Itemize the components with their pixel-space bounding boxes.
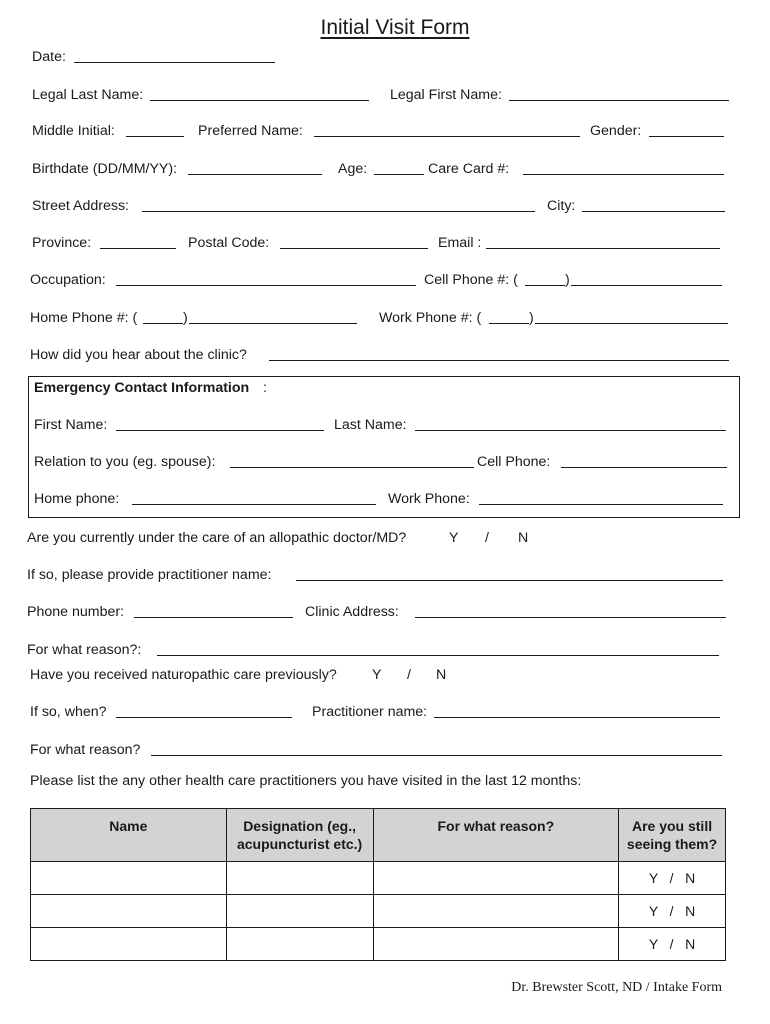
gender-field[interactable] [649, 120, 724, 137]
reason-cell[interactable] [373, 895, 619, 928]
city-field[interactable] [582, 195, 725, 212]
emergency-cell-phone-field[interactable] [561, 451, 727, 468]
nd-reason-field[interactable] [151, 739, 722, 756]
legal-last-name-label: Legal Last Name: [32, 87, 144, 103]
naturopathic-slash: / [407, 667, 411, 683]
naturopathic-no-option[interactable]: N [436, 667, 447, 683]
md-no-option[interactable]: N [518, 530, 529, 546]
designation-cell[interactable] [226, 928, 373, 961]
emergency-work-phone-field[interactable] [479, 488, 723, 505]
home-phone-number-field[interactable] [189, 307, 357, 324]
work-phone-paren: ) [529, 310, 534, 326]
postal-code-field[interactable] [280, 232, 428, 249]
col-header-still-seeing: Are you still seeing them? [619, 809, 726, 862]
work-phone-area-code-field[interactable] [489, 307, 529, 324]
emergency-cell-phone-label: Cell Phone: [477, 454, 551, 470]
home-phone-area-code-field[interactable] [143, 307, 183, 324]
name-cell[interactable] [31, 862, 227, 895]
still-seeing-cell[interactable]: Y / N [619, 928, 726, 961]
naturopathic-question-label: Have you received naturopathic care previously? [30, 667, 337, 683]
designation-cell[interactable] [226, 862, 373, 895]
birthdate-field[interactable] [188, 158, 322, 175]
md-practitioner-name-label: If so, please provide practitioner name: [27, 567, 272, 583]
if-so-when-field[interactable] [116, 701, 292, 718]
email-field[interactable] [486, 232, 720, 249]
hear-about-label: How did you hear about the clinic? [30, 347, 247, 363]
emergency-heading: Emergency Contact Information [34, 380, 250, 396]
nd-practitioner-name-field[interactable] [434, 701, 720, 718]
md-practitioner-name-field[interactable] [296, 564, 723, 581]
emergency-first-name-field[interactable] [116, 414, 324, 431]
col-header-designation: Designation (eg., acupuncturist etc.) [226, 809, 373, 862]
emergency-relation-label: Relation to you (eg. spouse): [34, 454, 216, 470]
care-card-field[interactable] [523, 158, 724, 175]
md-reason-field[interactable] [157, 639, 719, 656]
md-reason-label: For what reason?: [27, 642, 142, 658]
legal-last-name-field[interactable] [150, 84, 369, 101]
city-label: City: [547, 198, 576, 214]
care-card-label: Care Card #: [428, 161, 510, 177]
name-cell[interactable] [31, 928, 227, 961]
md-yes-option[interactable]: Y [449, 530, 459, 546]
date-field[interactable] [74, 46, 275, 63]
date-label: Date: [32, 49, 66, 65]
province-field[interactable] [100, 232, 176, 249]
name-cell[interactable] [31, 895, 227, 928]
cell-phone-label: Cell Phone #: ( [424, 272, 518, 288]
nd-practitioner-name-label: Practitioner name: [312, 704, 428, 720]
emergency-home-phone-label: Home phone: [34, 491, 120, 507]
emergency-heading-colon: : [263, 380, 267, 396]
table-row [31, 895, 726, 928]
if-so-when-label: If so, when? [30, 704, 107, 720]
middle-initial-label: Middle Initial: [32, 123, 115, 139]
md-phone-number-label: Phone number: [27, 604, 125, 620]
age-field[interactable] [374, 158, 424, 175]
province-label: Province: [32, 235, 92, 251]
emergency-relation-field[interactable] [230, 451, 474, 468]
designation-cell[interactable] [226, 895, 373, 928]
form-title: Initial Visit Form [320, 16, 470, 39]
nd-reason-label: For what reason? [30, 742, 141, 758]
postal-code-label: Postal Code: [188, 235, 270, 251]
table-header-row [31, 809, 726, 862]
age-label: Age: [338, 161, 368, 177]
occupation-label: Occupation: [30, 272, 106, 288]
clinic-address-field[interactable] [415, 601, 726, 618]
preferred-name-label: Preferred Name: [198, 123, 303, 139]
cell-phone-area-code-field[interactable] [525, 269, 565, 286]
email-label: Email : [438, 235, 482, 251]
hear-about-field[interactable] [269, 344, 729, 361]
naturopathic-yes-option[interactable]: Y [372, 667, 382, 683]
home-phone-label: Home Phone #: ( [30, 310, 138, 326]
still-seeing-cell[interactable]: Y / N [619, 895, 726, 928]
table-row [31, 862, 726, 895]
cell-phone-paren: ) [565, 272, 570, 288]
md-question-label: Are you currently under the care of an allopathic doctor/MD? [27, 530, 407, 546]
street-address-field[interactable] [142, 195, 535, 212]
cell-phone-number-field[interactable] [571, 269, 722, 286]
reason-cell[interactable] [373, 928, 619, 961]
middle-initial-field[interactable] [126, 120, 184, 137]
practitioner-list-prompt: Please list the any other health care practitioners you have visited in the last 12 months: [30, 773, 582, 789]
practitioner-table [30, 808, 726, 961]
birthdate-label: Birthdate (DD/MM/YY): [32, 161, 178, 177]
emergency-last-name-label: Last Name: [334, 417, 407, 433]
still-seeing-cell[interactable]: Y / N [619, 862, 726, 895]
reason-cell[interactable] [373, 862, 619, 895]
emergency-work-phone-label: Work Phone: [388, 491, 470, 507]
work-phone-number-field[interactable] [535, 307, 728, 324]
table-row [31, 928, 726, 961]
work-phone-label: Work Phone #: ( [379, 310, 482, 326]
emergency-last-name-field[interactable] [415, 414, 726, 431]
md-slash: / [485, 530, 489, 546]
legal-first-name-field[interactable] [509, 84, 729, 101]
form-footer: Dr. Brewster Scott, ND / Intake Form [511, 980, 722, 995]
home-phone-paren: ) [183, 310, 188, 326]
gender-label: Gender: [590, 123, 642, 139]
emergency-first-name-label: First Name: [34, 417, 108, 433]
col-header-name: Name [31, 809, 227, 862]
preferred-name-field[interactable] [314, 120, 580, 137]
md-phone-number-field[interactable] [134, 601, 293, 618]
col-header-reason: For what reason? [373, 809, 619, 862]
occupation-field[interactable] [116, 269, 416, 286]
legal-first-name-label: Legal First Name: [390, 87, 502, 103]
emergency-home-phone-field[interactable] [132, 488, 376, 505]
clinic-address-label: Clinic Address: [305, 604, 399, 620]
street-address-label: Street Address: [32, 198, 129, 214]
